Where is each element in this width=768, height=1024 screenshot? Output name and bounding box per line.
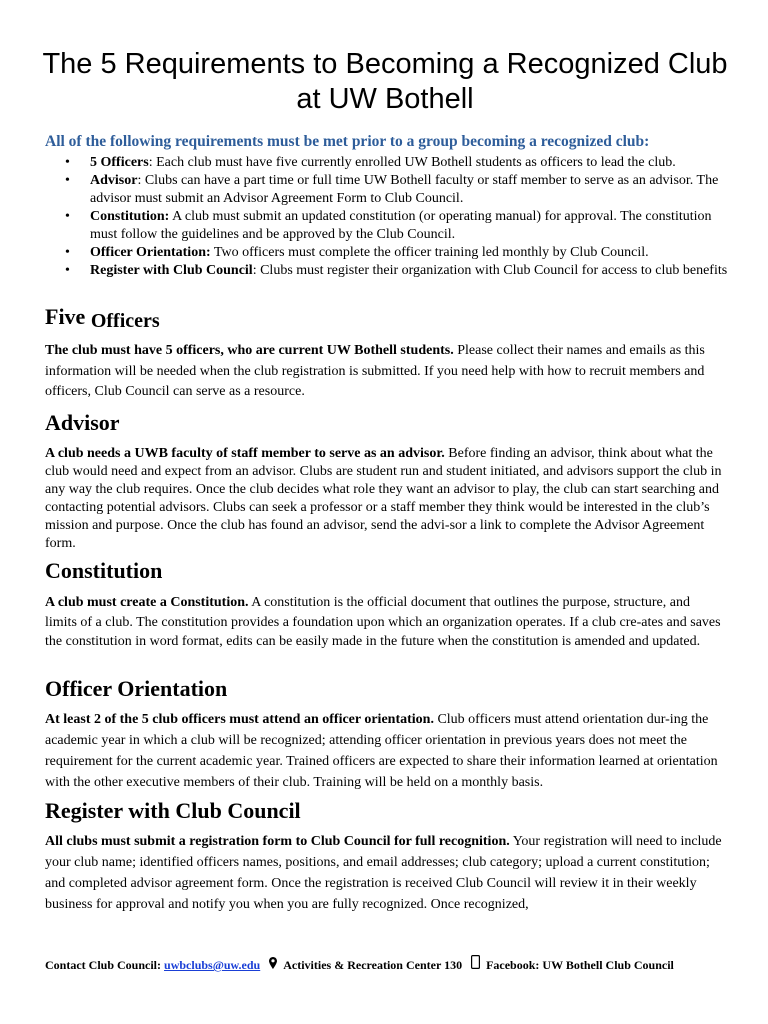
phone-icon	[471, 955, 480, 973]
bullet-icon: •	[65, 173, 70, 188]
section-advisor	[45, 410, 725, 553]
section-body	[45, 593, 725, 652]
facebook-text: Facebook: UW Bothell Club Council	[486, 958, 674, 972]
requirement-label: Register with Club Council	[90, 263, 253, 278]
contact-label: Contact Club Council:	[45, 958, 165, 972]
bullet-icon: •	[65, 263, 70, 278]
section-text: Please collect their names and emails as this information will be needed when the club registration is submitted. If you need help with how to recruit members and officers, Club Council can serve as a resource.	[45, 343, 705, 399]
section-body	[45, 341, 725, 403]
section-register	[45, 798, 725, 915]
section-heading: Register with Club Council	[45, 798, 301, 823]
section-text: Club officers must attend orientation dur-ing the academic year in which a club will be recognized; attending officer orientation in previous years does not meet the requirement for the current academic year. Trained officers are expected to share their information learned at orientation with the other executive members of their club. Training will be held on a monthly basis.	[45, 712, 718, 790]
section-text: Before finding an advisor, think about what the club would need and expect from an advisor. Clubs are student run and student initiated, and advisors support the club in any way the club requires. Once the club decides what role they want an advisor to play, the club can start searching and contacting potential advisors. Clubs can seek a professor or a staff member they think would be interested in the club’s mission and purpose. Once the club has found an advisor, send the advi-sor a link to complete the Advisor Agreement form.	[45, 446, 722, 551]
section-body	[45, 709, 725, 793]
requirement-label: Advisor	[90, 173, 138, 188]
requirement-text: A club must submit an updated constitution (or operating manual) for approval. The constitution must follow the guidelines and be approved by the Club Council.	[90, 209, 712, 242]
requirement-text: : Clubs must register their organization with Club Council for access to club benefits	[252, 263, 728, 278]
list-item	[45, 244, 735, 262]
section-heading: Five Officers	[45, 304, 160, 332]
section-text: A constitution is the official document that outlines the purpose, structure, and limits of a club. The constitution provides a foundation upon which an organization operates. If a club cre-ates and saves the constitution in word format, edits can be easily made in the future when the constitution is amended and updated.	[45, 595, 721, 649]
requirement-text: Two officers must complete the officer training led monthly by Club Council.	[210, 245, 649, 260]
section-constitution	[45, 558, 725, 652]
requirement-label: Constitution:	[90, 209, 170, 224]
section-lead: All clubs must submit a registration form to Club Council for full recognition.	[45, 834, 510, 849]
section-heading: Officer Orientation	[45, 676, 228, 701]
footer-contact	[45, 955, 745, 973]
section-heading: Advisor	[45, 410, 120, 435]
requirements-list	[45, 154, 735, 280]
intro-statement: All of the following requirements must be met prior to a group becoming a recognized club:	[45, 133, 650, 150]
section-text: Your registration will need to include your club name; identified officers names, positions, and email addresses; club category; upload a current constitution; and completed advisor agreement form. Once the registration is received Club Council will review it in their weekly business for approval and notify you when you are fully recognized. Once recognized,	[45, 834, 722, 912]
section-officers	[45, 304, 725, 403]
page-title: The 5 Requirements to Becoming a Recognized Club at UW Bothell	[42, 48, 728, 115]
section-lead: A club needs a UWB faculty of staff member to serve as an advisor.	[45, 446, 445, 461]
map-pin-icon	[269, 957, 277, 973]
section-body	[45, 831, 725, 915]
section-body	[45, 445, 725, 553]
list-item	[45, 172, 735, 208]
section-lead: A club must create a Constitution.	[45, 595, 249, 610]
section-heading: Constitution	[45, 558, 163, 583]
section-lead: The club must have 5 officers, who are current UW Bothell students.	[45, 343, 454, 358]
list-item	[45, 262, 735, 280]
bullet-icon: •	[65, 245, 70, 260]
bullet-icon: •	[65, 209, 70, 224]
section-orientation	[45, 676, 725, 793]
location-text: Activities & Recreation Center 130	[283, 958, 463, 972]
email-link[interactable]: uwbclubs@uw.edu	[164, 958, 261, 972]
requirement-text: : Clubs can have a part time or full time UW Bothell faculty or staff member to serve as an advisor. The advisor must submit an Advisor Agreement Form to Club Council.	[90, 173, 719, 206]
list-item	[45, 208, 735, 244]
requirement-text: : Each club must have five currently enrolled UW Bothell students as officers to lead the club.	[148, 155, 676, 170]
section-lead: At least 2 of the 5 club officers must attend an officer orientation.	[45, 712, 434, 727]
bullet-icon: •	[65, 155, 70, 170]
requirement-label: 5 Officers	[90, 155, 149, 170]
list-item	[45, 154, 735, 172]
requirement-label: Officer Orientation:	[90, 245, 211, 260]
